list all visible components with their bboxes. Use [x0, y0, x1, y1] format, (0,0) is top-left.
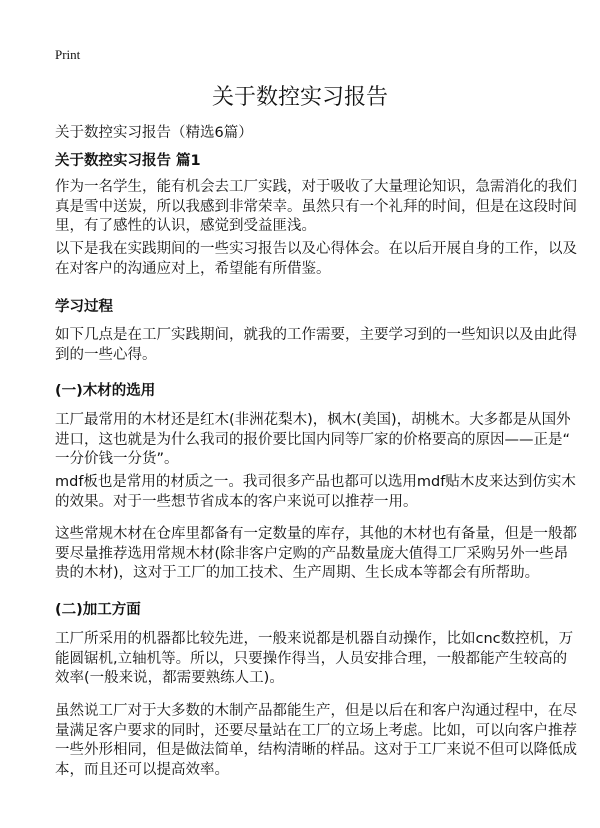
paragraph: [55, 525, 577, 584]
paragraph-line: 里，有了感性的认识，感觉到受益匪浅。: [55, 218, 316, 235]
paragraph-line: 工厂最常用的木材还是红木(非洲花梨木)，枫木(美国)，胡桃木。大多都是从国外: [55, 412, 571, 428]
paragraph-line: mdf板也是常用的材质之一。我司很多产品也都可以选用mdf贴木皮来达到仿实木: [55, 474, 576, 490]
paragraph: [55, 178, 577, 237]
paragraph: [55, 630, 574, 689]
paragraph-line: 这些常规木材在仓库里都备有一定数量的库存，其他的木材也有备量，但是一般都: [55, 526, 577, 542]
paragraph-line: 的效果。对于一些想节省成本的客户来说可以推荐一用。: [55, 493, 418, 510]
paragraph-line: 在对客户的沟通应对上，希望能有所借鉴。: [55, 260, 331, 277]
paragraph: [55, 702, 577, 781]
paragraph-line: 贵的木材)，这对于工厂的加工技术、生产周期、生长成本等都会有所帮助。: [55, 565, 540, 582]
paragraph-line: 能圆锯机,立轴机等。所以，只要操作得当，人员安排合理，一般都能产生较高的: [55, 650, 568, 667]
paragraph-line: 作为一名学生，能有机会去工厂实践，对于吸收了大量理论知识，急需消化的我们: [55, 179, 577, 195]
paragraph: [55, 326, 577, 365]
paragraph-line: 以下是我在实践期间的一些实习报告以及心得体会。在以后开展自身的工作，以及: [55, 241, 577, 257]
section-heading: 关于数控实习报告 篇1: [55, 153, 201, 169]
paragraph-line: 如下几点是在工厂实践期间，就我的工作需要，主要学习到的一些知识以及由此得: [55, 327, 577, 343]
subtitle: 关于数控实习报告（精选6篇）: [55, 125, 253, 141]
paragraph-line: 效率(一般来说，都需要熟练人工)。: [55, 670, 284, 687]
heading-processing: (二)加工方面: [55, 602, 141, 618]
paragraph: [55, 473, 576, 512]
paragraph-line: 工厂所采用的机器都比较先进，一般来说都是机器自动操作，比如cnc数控机，万: [55, 631, 574, 647]
heading-wood-selection: (一)木材的选用: [55, 383, 156, 399]
paragraph: [55, 240, 577, 279]
paragraph-line: 虽然说工厂对于大多数的木制产品都能生产，但是以后在和客户沟通过程中，在尽: [55, 703, 577, 719]
paragraph-line: 要尽量推荐选用常规木材(除非客户定购的产品数量庞大值得工厂采购另外一些昂: [55, 545, 569, 562]
paragraph-line: 真是雪中送炭，所以我感到非常荣幸。虽然只有一个礼拜的时间，但是在这段时间: [55, 198, 577, 215]
paragraph-line: 量满足客户要求的同时，还要尽量站在工厂的立场上考虑。比如，可以向客户推荐: [55, 722, 577, 739]
paragraph-line: 进口，这也就是为什么我司的报价要比国内同等厂家的价格要高的原因——正是“: [55, 431, 571, 448]
page-title: 关于数控实习报告: [211, 85, 388, 110]
print-link[interactable]: Print: [55, 47, 81, 62]
heading-study-process: 学习过程: [55, 299, 113, 315]
paragraph-line: 一些外形相同，但是做法简单，结构清晰的样品。这对于工厂来说不但可以降低成: [55, 742, 577, 759]
paragraph-line: 到的一些心得。: [55, 346, 157, 363]
paragraph-line: 本，而且还可以提高效率。: [55, 762, 229, 779]
paragraph: [55, 411, 571, 470]
paragraph-line: 一分价钱一分货”。: [55, 451, 179, 468]
